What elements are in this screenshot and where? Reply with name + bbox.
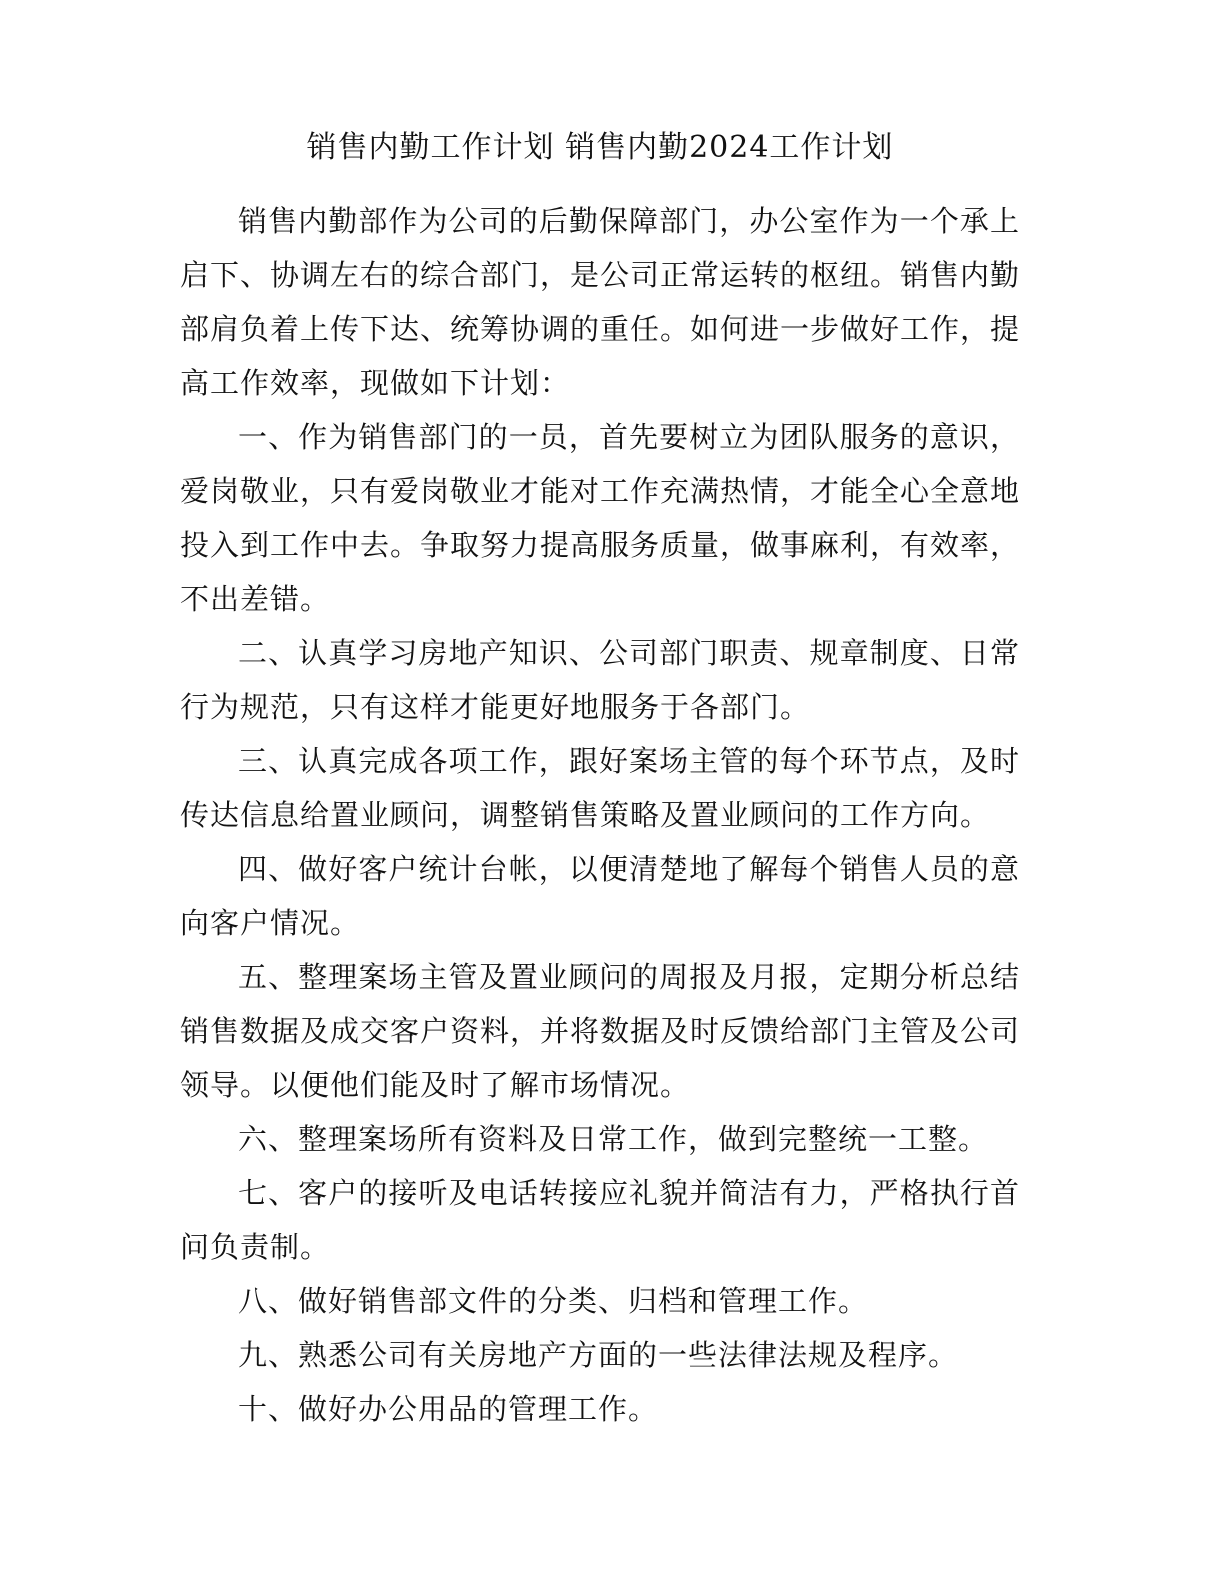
paragraph-item-8: 八、做好销售部文件的分类、归档和管理工作。 xyxy=(238,1284,869,1318)
paragraph-item-1: 一、作为销售部门的一员，首先要树立为团队服务的意识，爱岗敬业，只有爱岗敬业才能对工作充满热情，才能全心全意地投入到工作中去。争取努力提高服务质量，做事麻利，有效率，不出差错。 xyxy=(180,420,1021,616)
paragraph-item-2: 二、认真学习房地产知识、公司部门职责、规章制度、日常行为规范，只有这样才能更好地服务于各部门。 xyxy=(180,636,1020,724)
paragraph-item-5: 五、整理案场主管及置业顾问的周报及月报，定期分析总结销售数据及成交客户资料，并将数据及时反馈给部门主管及公司领导。以便他们能及时了解市场情况。 xyxy=(180,960,1021,1102)
paragraph-intro: 销售内勤部作为公司的后勤保障部门，办公室作为一个承上启下、协调左右的综合部门，是公司正常运转的枢纽。销售内勤部肩负着上传下达、统筹协调的重任。如何进一步做好工作，提高工作效率，现做如下计划： xyxy=(180,204,1021,400)
paragraph-item-3: 三、认真完成各项工作，跟好案场主管的每个环节点，及时传达信息给置业顾问，调整销售策略及置业顾问的工作方向。 xyxy=(180,744,1020,832)
paragraph-item-4: 四、做好客户统计台帐，以便清楚地了解每个销售人员的意向客户情况。 xyxy=(180,852,1020,940)
document-title: 销售内勤工作计划 销售内勤2024工作计划 xyxy=(306,130,894,165)
paragraph-item-9: 九、熟悉公司有关房地产方面的一些法律法规及程序。 xyxy=(238,1338,959,1372)
document-page xyxy=(180,128,1020,1436)
paragraph-item-7: 七、客户的接听及电话转接应礼貌并简洁有力，严格执行首问负责制。 xyxy=(180,1176,1020,1264)
paragraph-item-10: 十、做好办公用品的管理工作。 xyxy=(238,1392,659,1426)
paragraph-item-6: 六、整理案场所有资料及日常工作，做到完整统一工整。 xyxy=(238,1122,989,1156)
